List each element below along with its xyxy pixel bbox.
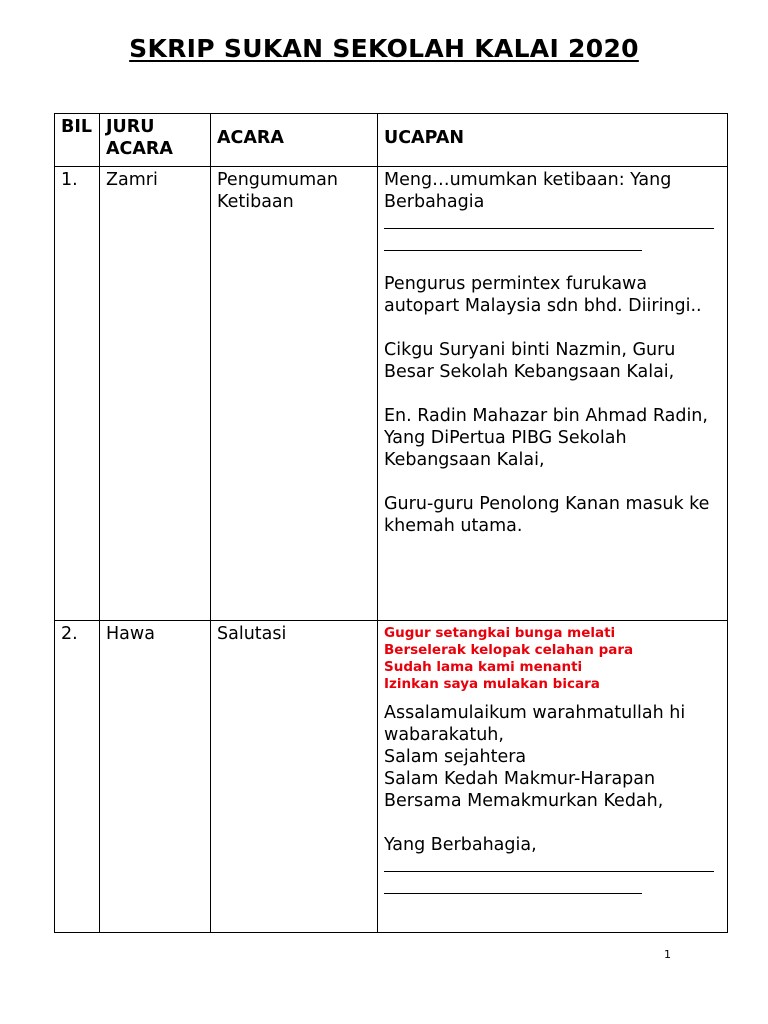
table-row bbox=[55, 621, 728, 933]
header-juru-acara: JURU ACARA bbox=[100, 114, 211, 167]
table-header-row bbox=[55, 114, 728, 167]
row-juru-acara: Hawa bbox=[100, 621, 211, 933]
header-bil: BIL bbox=[55, 114, 100, 167]
ucapan-paragraph: Pengurus permintex furukawa autopart Malaysia sdn bhd. Diiringi.. bbox=[384, 274, 702, 316]
blank-line bbox=[384, 228, 714, 229]
row-ucapan bbox=[378, 167, 728, 621]
page-number: 1 bbox=[664, 948, 671, 961]
document-title: SKRIP SUKAN SEKOLAH KALAI 2020 bbox=[129, 34, 639, 63]
row-bil: 2. bbox=[55, 621, 100, 933]
row-acara: Pengumuman Ketibaan bbox=[211, 167, 378, 621]
blank-line bbox=[384, 250, 642, 251]
greeting-line: Salam Kedah Makmur-Harapan Bersama Memakmurkan Kedah, bbox=[384, 769, 664, 811]
pantun-line: Izinkan saya mulakan bicara bbox=[384, 676, 600, 692]
pantun-line: Gugur setangkai bunga melati bbox=[384, 625, 616, 641]
greeting-line: Salam sejahtera bbox=[384, 747, 527, 767]
greeting-line: Assalamulaikum warahmatullah hi wabarakatuh, bbox=[384, 703, 686, 745]
header-ucapan: UCAPAN bbox=[378, 114, 728, 167]
pantun-verse bbox=[384, 625, 721, 693]
pantun-line: Sudah lama kami menanti bbox=[384, 659, 583, 675]
ucapan-intro: Meng…umumkan ketibaan: Yang Berbahagia bbox=[384, 170, 672, 212]
ucapan-closing: Yang Berbahagia, bbox=[384, 835, 537, 855]
ucapan-paragraph: Guru-guru Penolong Kanan masuk ke khemah utama. bbox=[384, 494, 710, 536]
header-acara: ACARA bbox=[211, 114, 378, 167]
blank-line bbox=[384, 893, 642, 894]
blank-line bbox=[384, 871, 714, 872]
row-acara: Salutasi bbox=[211, 621, 378, 933]
row-juru-acara: Zamri bbox=[100, 167, 211, 621]
row-bil: 1. bbox=[55, 167, 100, 621]
table-row bbox=[55, 167, 728, 621]
row-ucapan bbox=[378, 621, 728, 933]
ucapan-paragraph: Cikgu Suryani binti Nazmin, Guru Besar Sekolah Kebangsaan Kalai, bbox=[384, 340, 676, 382]
ucapan-paragraph: En. Radin Mahazar bin Ahmad Radin, Yang DiPertua PIBG Sekolah Kebangsaan Kalai, bbox=[384, 406, 708, 470]
pantun-line: Berselerak kelopak celahan para bbox=[384, 642, 634, 658]
script-table bbox=[54, 113, 728, 933]
